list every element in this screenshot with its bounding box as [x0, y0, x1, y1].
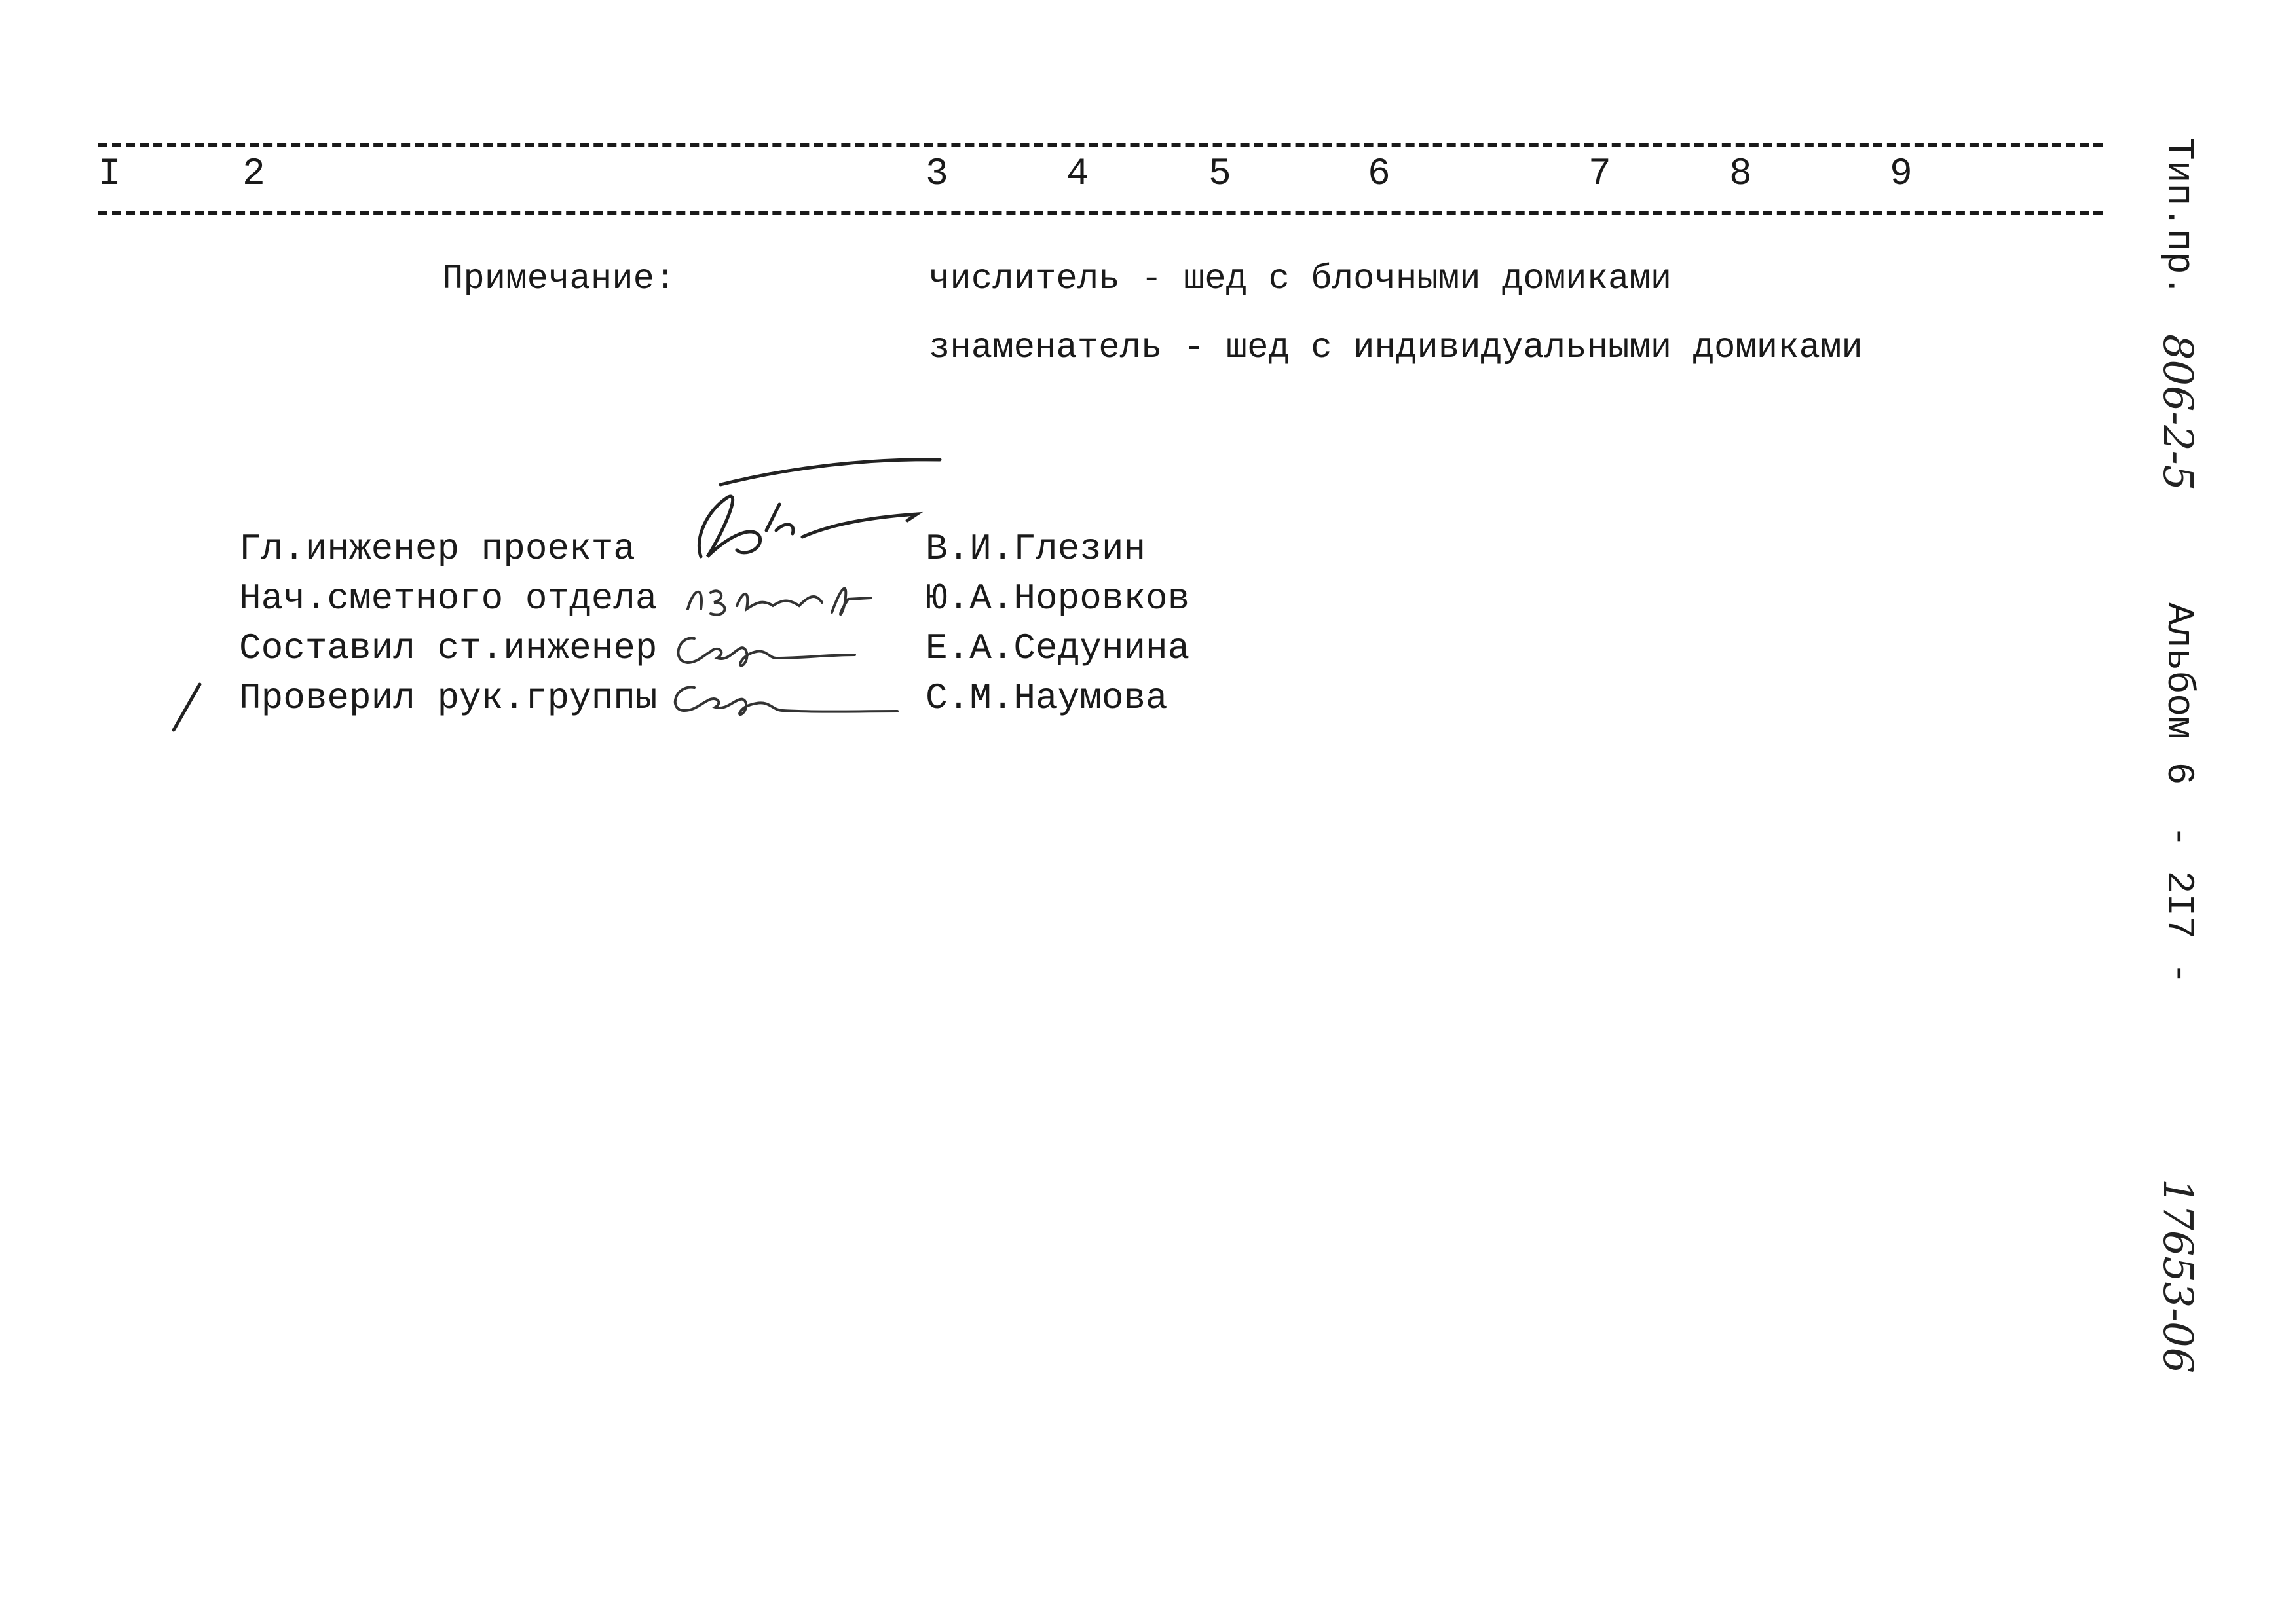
- handwritten-signature-1: [681, 458, 956, 576]
- right-margin-stamp: [2132, 131, 2224, 1441]
- handwritten-signature-4: [662, 674, 904, 720]
- column-number-8: 8: [1729, 153, 1752, 196]
- signature-name-compiled-by: Е.А.Седунина: [926, 627, 1190, 669]
- signature-name-checked-by: С.М.Наумова: [926, 677, 1168, 719]
- signature-name-head-estimates: Ю.А.Норовков: [926, 578, 1190, 619]
- column-number-4: 4: [1066, 153, 1089, 196]
- side-album: Альбом 6: [2157, 602, 2199, 785]
- header-bottom-rule: [98, 211, 2103, 215]
- side-document-number: 17653-06: [2154, 1179, 2202, 1374]
- column-number-5: 5: [1208, 153, 1231, 196]
- note-numerator: числитель - шед с блочными домиками: [929, 259, 1672, 299]
- column-number-2: 2: [242, 153, 265, 196]
- margin-check-mark: [167, 681, 206, 733]
- signature-role-head-estimates: Нач.сметного отдела: [239, 578, 658, 619]
- note-denominator: знаменатель - шед с индивидуальными домиками: [929, 328, 1863, 368]
- note-label: Примечание:: [442, 259, 676, 299]
- column-number-1: I: [98, 153, 121, 196]
- side-project-label: Тип.пр.: [2157, 138, 2199, 297]
- signature-role-compiled-by: Составил ст.инженер: [239, 627, 658, 669]
- column-number-6: 6: [1368, 153, 1391, 196]
- signature-role-checked-by: Проверил рук.группы: [239, 677, 658, 719]
- handwritten-signature-3: [665, 622, 861, 674]
- signature-name-chief-engineer: В.И.Глезин: [926, 528, 1146, 570]
- column-number-3: 3: [926, 153, 948, 196]
- column-number-7: 7: [1588, 153, 1611, 196]
- handwritten-signature-2: [681, 573, 891, 625]
- header-top-rule: [98, 143, 2103, 147]
- side-project-code: 806-2-5: [2154, 334, 2202, 491]
- side-page-number: - 2I7 -: [2157, 825, 2199, 985]
- signature-role-chief-engineer: Гл.инженер проекта: [239, 528, 635, 570]
- column-number-9: 9: [1890, 153, 1913, 196]
